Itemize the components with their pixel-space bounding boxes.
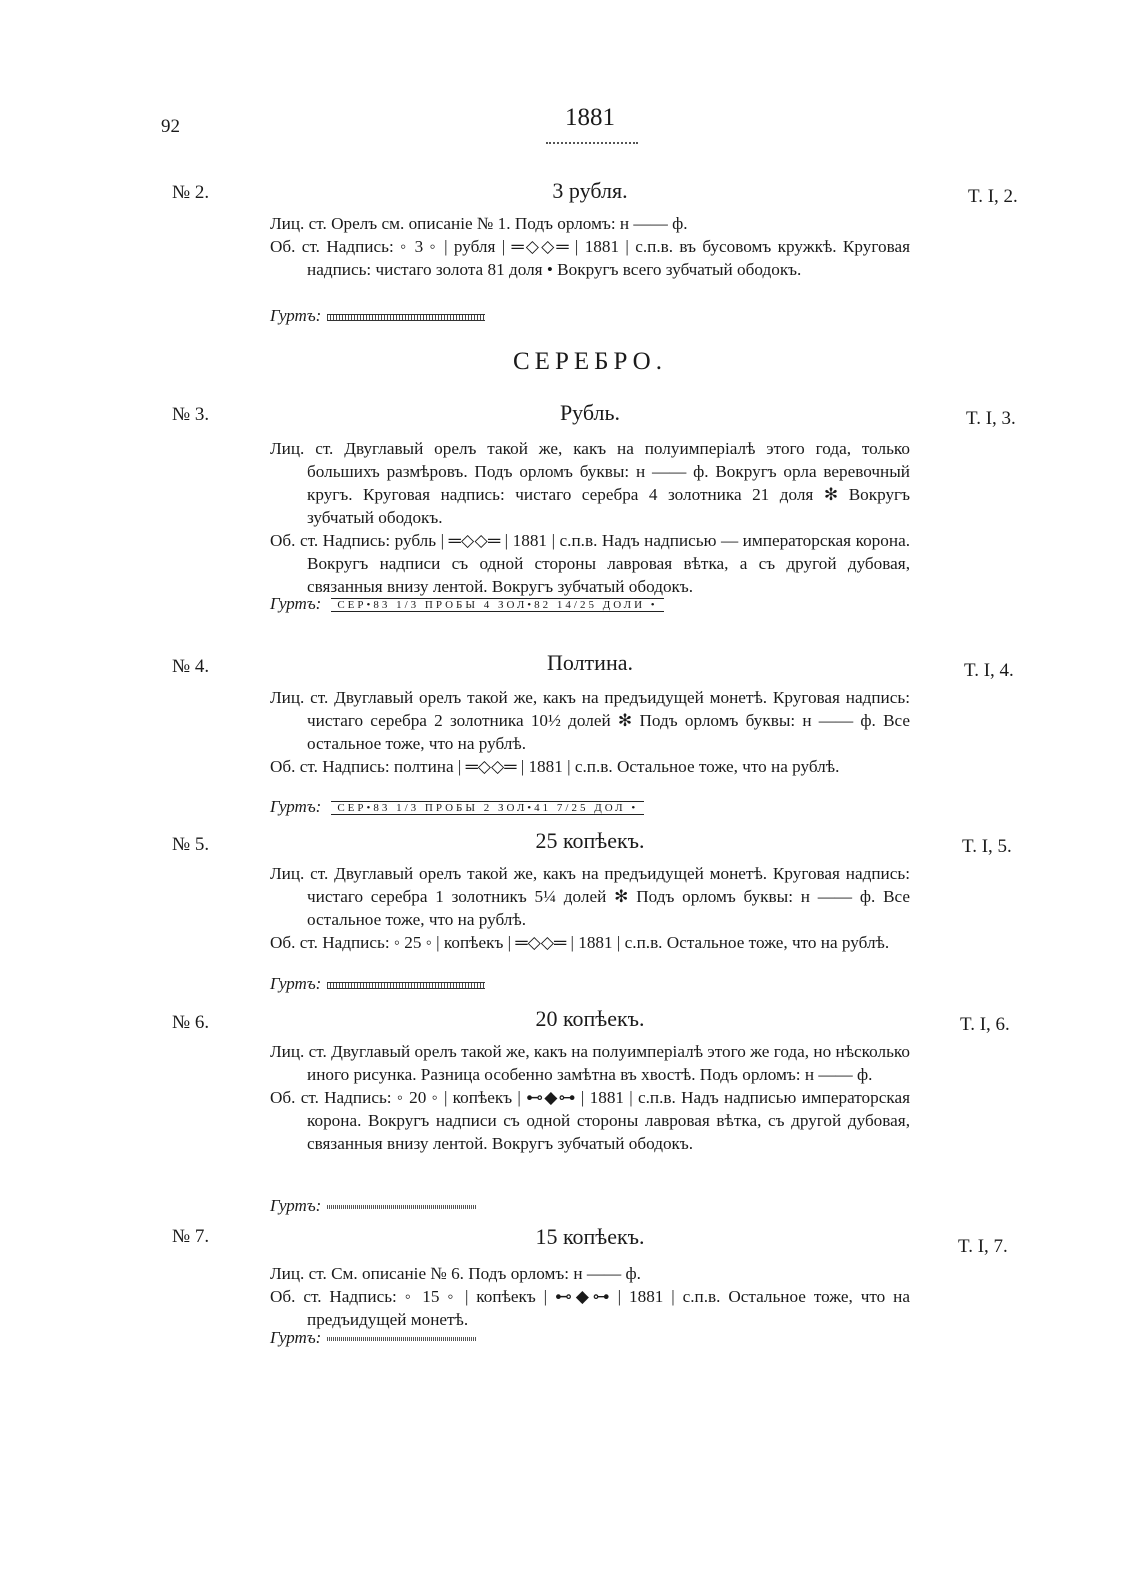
coin-description — [270, 862, 910, 954]
edge-pattern-icon — [327, 1337, 477, 1341]
entry-number: № 7. — [172, 1226, 210, 1247]
edge-pattern-icon — [327, 1205, 477, 1209]
coin-title: 20 копѣекъ. — [535, 1006, 645, 1031]
coin-description — [270, 686, 910, 778]
edge-label: Гуртъ: — [270, 306, 322, 325]
edge-pattern-icon — [327, 982, 485, 989]
edge-pattern-icon — [327, 314, 485, 321]
obverse-description: Лиц. ст. Двуглавый орелъ такой же, какъ на полуимперіалѣ этого же года, но нѣсколько иного рисунка. Разница особенно замѣтна въ хвостѣ. Подъ орломъ: н —— ф. — [270, 1042, 910, 1084]
obverse-description: Лиц. ст. Двуглавый орелъ такой же, какъ на полуимперіалѣ этого года, только большихъ размѣровъ. Подъ орломъ буквы: н —— ф. Вокругъ орла веревочный кругъ. Круговая надпись: чистаго серебра 4 золотника 21 доля ✻ Вокругъ зубчатый ободокъ. — [270, 439, 910, 527]
edge-description — [270, 1196, 477, 1216]
coin-description — [270, 1040, 910, 1155]
edge-description — [270, 306, 485, 326]
page-year-heading: 1881 — [565, 104, 615, 131]
coin-title: 3 рубля. — [552, 178, 628, 203]
section-heading: СЕРЕБРО. — [513, 348, 667, 375]
edge-label: Гуртъ: — [270, 594, 322, 613]
reverse-description: Об. ст. Надпись: ◦ 20 ◦ | копѣекъ | ⊷◆⊶ | 1881 | с.п.в. Надъ надписью императорская корона. Вокругъ надписи съ одной стороны лавровая вѣтка, съ другой дубовая, связанныя внизу лентой. Вокругъ зубчатый ободокъ. — [270, 1088, 910, 1153]
reverse-description: Об. ст. Надпись: ◦ 15 ◦ | копѣекъ | ⊷◆⊶ | 1881 | с.п.в. Остальное тоже, что на предъидущей монетѣ. — [270, 1287, 910, 1329]
coin-description — [270, 1262, 910, 1331]
edge-inscription: СЕР•83 1/3 ПРОБЫ 4 ЗОЛ•82 14/25 ДОЛИ • — [331, 598, 663, 612]
obverse-description: Лиц. ст. Двуглавый орелъ такой же, какъ на предъидущей монетѣ. Круговая надпись: чистаго серебра 2 золотника 10½ долей ✻ Подъ орломъ буквы: н —— ф. Все остальное тоже, что на рублѣ. — [270, 688, 910, 753]
table-reference: T. I, 3. — [966, 408, 1016, 429]
edge-description — [270, 594, 664, 614]
table-reference: T. I, 5. — [962, 836, 1012, 857]
edge-inscription: СЕР•83 1/3 ПРОБЫ 2 ЗОЛ•41 7/25 ДОЛ • — [331, 801, 644, 815]
edge-description — [270, 797, 644, 817]
reverse-description: Об. ст. Надпись: рубль | ═◇◇═ | 1881 | с.п.в. Надъ надписью — императорская корона. Вокругъ надписи съ одной стороны лавровая вѣтка, а съ другой дубовая, связанныя внизу лентой. Вокругъ зубчатый ободокъ. — [270, 531, 910, 596]
entry-number: № 4. — [172, 656, 210, 677]
edge-label: Гуртъ: — [270, 1196, 322, 1215]
year-ornament-rule — [546, 138, 638, 144]
coin-title: Полтина. — [546, 650, 633, 675]
edge-label: Гуртъ: — [270, 797, 322, 816]
coin-title: Рубль. — [559, 400, 621, 425]
coin-title: 25 копѣекъ. — [535, 828, 645, 853]
page-number: 92 — [161, 116, 180, 137]
entry-number: № 5. — [172, 834, 210, 855]
table-reference: T. I, 4. — [964, 660, 1014, 681]
entry-number: № 6. — [172, 1012, 210, 1033]
coin-description — [270, 437, 910, 598]
reverse-description: Об. ст. Надпись: ◦ 25 ◦ | копѣекъ | ═◇◇═ | 1881 | с.п.в. Остальное тоже, что на рублѣ. — [270, 933, 890, 952]
edge-label: Гуртъ: — [270, 1328, 322, 1347]
reverse-description: Об. ст. Надпись: полтина | ═◇◇═ | 1881 | с.п.в. Остальное тоже, что на рублѣ. — [270, 757, 840, 776]
edge-description — [270, 1328, 477, 1348]
coin-description — [270, 212, 910, 281]
obverse-description: Лиц. ст. Орелъ см. описаніе № 1. Подъ орломъ: н —— ф. — [270, 214, 688, 233]
table-reference: T. I, 6. — [960, 1014, 1010, 1035]
entry-number: № 3. — [172, 404, 210, 425]
reverse-description: Об. ст. Надпись: ◦ 3 ◦ | рубля | ═◇◇═ | 1881 | с.п.в. въ бусовомъ кружкѣ. Круговая надпись: чистаго золота 81 доля • Вокругъ всего зубчатый ободокъ. — [270, 237, 910, 279]
edge-description — [270, 974, 485, 994]
coin-title: 15 копѣекъ. — [535, 1224, 645, 1249]
entry-number: № 2. — [172, 182, 210, 203]
table-reference: T. I, 7. — [958, 1236, 1008, 1257]
obverse-description: Лиц. ст. См. описаніе № 6. Подъ орломъ: н —— ф. — [270, 1264, 641, 1283]
obverse-description: Лиц. ст. Двуглавый орелъ такой же, какъ на предъидущей монетѣ. Круговая надпись: чистаго серебра 1 золотникъ 5¼ долей ✻ Подъ орломъ буквы: н —— ф. Все остальное тоже, что на рублѣ. — [270, 864, 910, 929]
table-reference: T. I, 2. — [968, 186, 1018, 207]
edge-label: Гуртъ: — [270, 974, 322, 993]
